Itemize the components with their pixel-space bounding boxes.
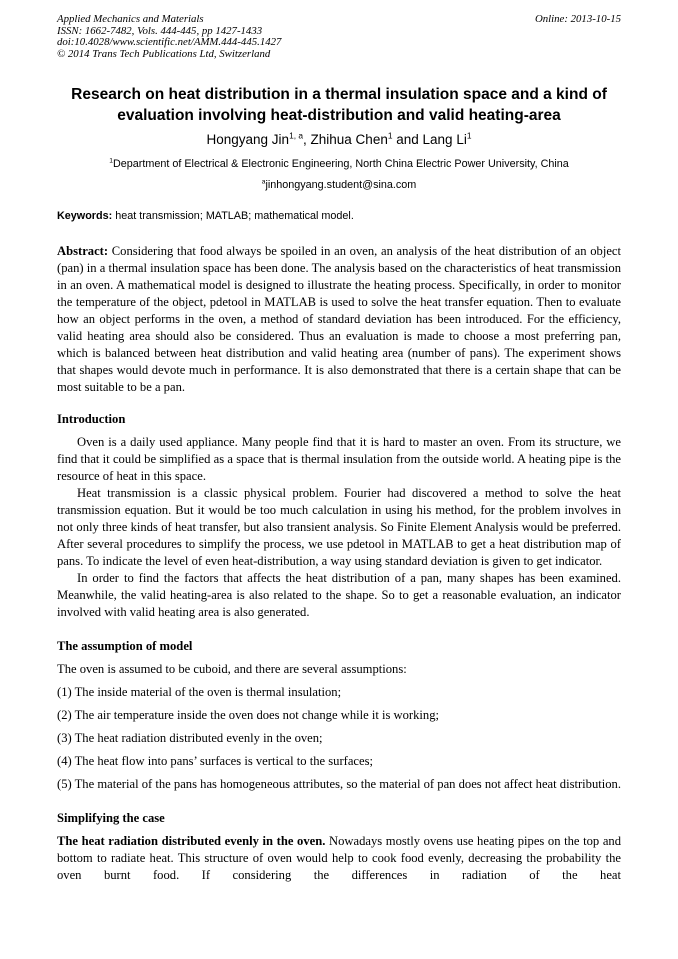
introduction-paragraph-3: In order to find the factors that affects the heat distribution of a pan, many shapes has been examined. Meanwhile, the valid heating-area is also related to the shape. So to get a reasonable evaluation, an indicator involved with valid heating area is also generated. xyxy=(57,571,621,619)
author-separator-1: , xyxy=(303,132,311,147)
author-3-name: Lang Li xyxy=(422,132,467,147)
paper-title xyxy=(57,84,621,126)
email-line xyxy=(57,178,621,192)
simplifying-lead-rest: Nowadays mostly ovens use heating pipes on the top and bottom to radiate heat. This structure of oven would help to cook food evenly, decreasing the probability the oven burnt food. If considering the differences in radiation of the heat xyxy=(57,834,622,882)
assumption-item-5: (5) The material of the pans has homogeneous attributes, so the material of pan does not affect heat distribution. xyxy=(57,777,621,791)
assumption-item-2: (2) The air temperature inside the oven does not change while it is working; xyxy=(57,708,440,722)
journal-issn-line: ISSN: 1662-7482, Vols. 444-445, pp 1427-1433 xyxy=(57,24,263,37)
abstract-label: Abstract: xyxy=(57,244,109,258)
section-heading-simplifying: Simplifying the case xyxy=(57,811,165,825)
simplifying-lead-bold: The heat radiation distributed evenly in the oven. xyxy=(57,834,326,848)
keywords-label: Keywords: xyxy=(57,210,113,222)
author-1-name: Hongyang Jin xyxy=(206,132,290,147)
online-date: Online: 2013-10-15 xyxy=(534,13,621,25)
journal-meta xyxy=(57,14,281,60)
assumption-item-1: (1) The inside material of the oven is thermal insulation; xyxy=(57,685,342,699)
journal-name: Applied Mechanics and Materials xyxy=(57,13,204,25)
abstract-paragraph xyxy=(57,243,621,396)
paper-title-line1: Research on heat distribution in a thermal insulation space and a kind of xyxy=(71,86,607,103)
author-separator-2: and xyxy=(392,132,423,147)
journal-doi-line: doi:10.4028/www.scientific.net/AMM.444-445.1427 xyxy=(57,36,282,48)
keywords-text: heat transmission; MATLAB; mathematical model. xyxy=(112,210,354,222)
author-2-sup: 1 xyxy=(387,130,393,141)
introduction-paragraph-1: Oven is a daily used appliance. Many people find that it is hard to master an oven. From its structure, we find that it could be simplified as a space that is thermal insulation from the outside world. A heating pipe is the resource of heat in this space. xyxy=(57,435,621,483)
email-sup: a xyxy=(261,178,266,186)
author-2-name: Zhihua Chen xyxy=(310,132,388,147)
simplifying-paragraph xyxy=(57,833,621,884)
authors-line xyxy=(57,131,621,149)
email-text: jinhongyang.student@sina.com xyxy=(265,179,417,191)
assumption-intro: The oven is assumed to be cuboid, and there are several assumptions: xyxy=(57,662,407,676)
section-heading-introduction: Introduction xyxy=(57,412,126,426)
journal-header xyxy=(57,14,621,60)
affiliation-line xyxy=(57,157,621,171)
assumption-item-4: (4) The heat flow into pans’ surfaces is vertical to the surfaces; xyxy=(57,754,374,768)
introduction-paragraph-2: Heat transmission is a classic physical problem. Fourier had discovered a method to solve the heat transmission equation. But it would be too much calculation in using his method, for the problem involves in not only three kinds of heat transfer, but also transient analysis. So Finite Element Analysis would be preferred. After several procedures to simplify the process, we use pdetool in MATLAB to get a heat distribution map of pans. To indicate the level of even heat-distribution, a way using standard deviation is given to get indicator. xyxy=(57,486,621,568)
author-3 xyxy=(423,132,472,147)
author-1 xyxy=(207,132,311,147)
author-2 xyxy=(311,132,423,147)
keywords-line xyxy=(57,209,621,223)
author-1-sup: 1, a xyxy=(289,130,304,141)
abstract-text: Considering that food always be spoiled in an oven, an analysis of the heat distribution of an object (pan) in a thermal insulation space has been done. The analysis based on the characteristics of heat transmission in an oven. A mathematical model is designed to illustrate the heating process. Specifically, in order to monitor the temperature of the object, pdetool in MATLAB is used to solve the heat transfer equation. Then to evaluate how an object performs in the oven, a method of standard deviation has been introduced. For the efficiency, valid heating area should also be considered. Thus an evaluation is made to choose a most preferring pan, which is balanced between heat distribution and valid heating area (number of pans). The experiment shows that shapes would devote much in performance. It is also demonstrated that there is a certain shape that can be most suitable to be a pan. xyxy=(57,244,621,394)
affiliation-text: Department of Electrical & Electronic Engineering, North China Electric Power University, China xyxy=(112,158,569,170)
assumption-item-3: (3) The heat radiation distributed evenly in the oven; xyxy=(57,731,323,745)
paper-title-line2: evaluation involving heat-distribution and valid heating-area xyxy=(117,107,561,124)
affiliation-sup: 1 xyxy=(109,157,113,165)
journal-copyright-line: © 2014 Trans Tech Publications Ltd, Switzerland xyxy=(57,47,271,60)
section-heading-assumption: The assumption of model xyxy=(57,639,193,653)
author-3-sup: 1 xyxy=(466,130,472,141)
